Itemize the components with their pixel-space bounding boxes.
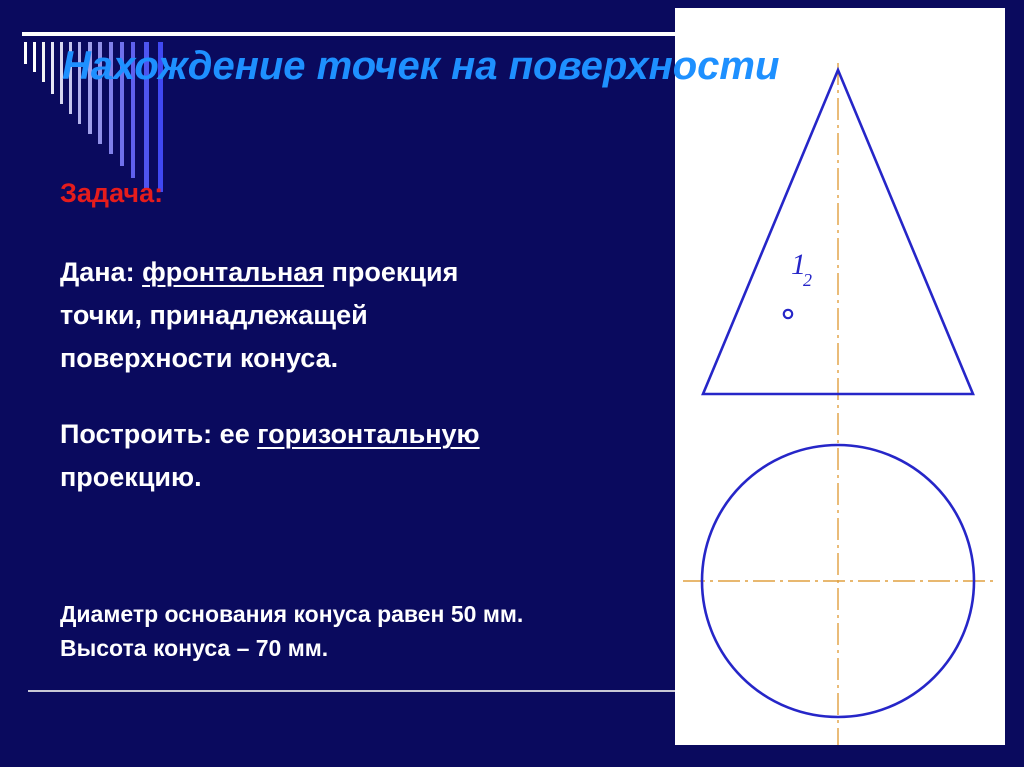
point-marker [784,310,792,318]
given-line-3: поверхности конуса. [60,343,339,373]
dimensions-paragraph [60,597,523,665]
cone-drawing [675,8,1005,745]
slide-title: Нахождение точек на поверхности [62,44,780,88]
point-label-subscript: 2 [803,270,812,290]
given-paragraph [60,251,458,380]
dims-line-1: Диаметр основания конуса равен 50 мм. [60,601,524,627]
build-paragraph [60,413,480,499]
given-prefix: Дана: [60,257,143,287]
top-rule [22,32,677,36]
cone-drawing-panel [675,8,1005,745]
build-underlined: горизонтальную [257,419,480,449]
bottom-rule [28,690,676,692]
given-underlined: фронтальная [142,257,325,287]
task-label: Задача: [60,178,164,208]
given-suffix: проекция [324,257,459,287]
build-line-2: проекцию. [60,462,202,492]
decorative-stripes [0,0,180,200]
build-prefix: Построить: ее [60,419,258,449]
given-line-2: точки, принадлежащей [60,300,368,330]
point-label: 1 [791,248,806,281]
dims-line-2: Высота конуса – 70 мм. [60,635,329,661]
